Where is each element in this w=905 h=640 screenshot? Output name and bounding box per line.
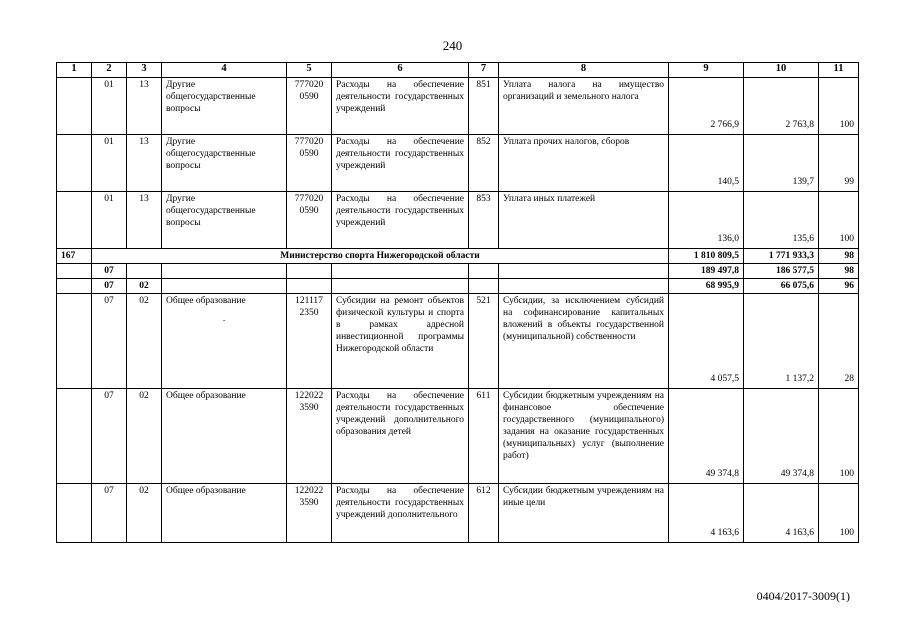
cell-expense-name: Уплата иных платежей	[499, 192, 669, 249]
cell-executed: 1 137,2	[744, 294, 819, 389]
page-number: 240	[442, 38, 463, 53]
cell-planned: 189 497,8	[669, 264, 744, 279]
cell-subsection-name	[162, 294, 287, 389]
cell-percent: 28	[819, 294, 859, 389]
table-row	[57, 135, 859, 192]
cell-expense-code: 612	[469, 484, 499, 543]
header-cell: 6	[332, 63, 469, 78]
table-row	[57, 192, 859, 249]
cell-percent: 100	[819, 484, 859, 543]
cell-planned: 49 374,8	[669, 389, 744, 484]
section-total-row	[57, 264, 859, 279]
cell-expense-name: Субсидии, за исключением субсидий на софинансирование капитальных вложений в объекты государственной (муниципальной) собственности	[499, 294, 669, 389]
cell-expense-code	[469, 279, 499, 294]
cell-executed: 135,6	[744, 192, 819, 249]
cell-row-number	[57, 135, 92, 192]
cell-subsection: 02	[127, 279, 162, 294]
cell-row-number	[57, 294, 92, 389]
cell-expense-name: Уплата прочих налогов, сборов	[499, 135, 669, 192]
table-row	[57, 389, 859, 484]
cell-expense-name: Субсидии бюджетным учреждениям на финансовое обеспечение государственного (муниципального) задания на оказание государственных (муниципальных) услуг (выполнение работ)	[499, 389, 669, 484]
cell-row-number	[57, 78, 92, 135]
header-cell: 8	[499, 63, 669, 78]
cell-subsection: 13	[127, 135, 162, 192]
header-cell: 11	[819, 63, 859, 78]
cell-subsection: 13	[127, 192, 162, 249]
ministry-total-row	[57, 249, 859, 264]
cell-expense-name: Субсидии бюджетным учреждениям на иные цели	[499, 484, 669, 543]
cell-executed: 4 163,6	[744, 484, 819, 543]
cell-row-number	[57, 389, 92, 484]
cell-expense-code: 611	[469, 389, 499, 484]
cell-target-name	[332, 279, 469, 294]
header-cell: 2	[92, 63, 127, 78]
cell-subsection: 02	[127, 294, 162, 389]
cell-planned: 68 995,9	[669, 279, 744, 294]
cell-section: 07	[92, 484, 127, 543]
header-cell: 1	[57, 63, 92, 78]
cell-target-code: 777020 0590	[287, 135, 332, 192]
cell-expense-code: 853	[469, 192, 499, 249]
cell-row-number	[57, 279, 92, 294]
cell-expense-code	[469, 264, 499, 279]
cell-target-code: 121117 2350	[287, 294, 332, 389]
cell-planned: 2 766,9	[669, 78, 744, 135]
cell-target-code: 777020 0590	[287, 78, 332, 135]
cell-percent: 100	[819, 389, 859, 484]
cell-section: 07	[92, 279, 127, 294]
cell-percent: 98	[819, 264, 859, 279]
cell-target-code: 122022 3590	[287, 484, 332, 543]
cell-planned: 140,5	[669, 135, 744, 192]
cell-section: 07	[92, 294, 127, 389]
header-cell: 9	[669, 63, 744, 78]
cell-target-code: 777020 0590	[287, 192, 332, 249]
cell-expense-code: 852	[469, 135, 499, 192]
cell-subsection	[127, 264, 162, 279]
cell-percent: 100	[819, 192, 859, 249]
cell-executed: 186 577,5	[744, 264, 819, 279]
table-row	[57, 78, 859, 135]
ministry-title: Министерство спорта Нижегородской области	[92, 249, 669, 264]
cell-subsection-name	[162, 279, 287, 294]
subsection-total-row	[57, 279, 859, 294]
cell-section: 07	[92, 264, 127, 279]
cell-subsection-name	[162, 264, 287, 279]
cell-subsection: 13	[127, 78, 162, 135]
cell-planned: 4 163,6	[669, 484, 744, 543]
cell-row-number	[57, 484, 92, 543]
header-cell: 7	[469, 63, 499, 78]
cell-row-number	[57, 264, 92, 279]
header-cell: 10	[744, 63, 819, 78]
document-code: 0404/2017-3009(1)	[756, 589, 850, 603]
cell-planned: 1 810 809,5	[669, 249, 744, 264]
header-cell: 5	[287, 63, 332, 78]
cell-executed: 66 075,6	[744, 279, 819, 294]
cell-target-code	[287, 279, 332, 294]
cell-expense-name	[499, 264, 669, 279]
stray-dot-mark: .	[222, 314, 226, 324]
cell-percent: 96	[819, 279, 859, 294]
cell-executed: 2 763,8	[744, 78, 819, 135]
cell-expense-code: 851	[469, 78, 499, 135]
cell-planned: 4 057,5	[669, 294, 744, 389]
cell-target-code: 122022 3590	[287, 389, 332, 484]
cell-subsection: 02	[127, 389, 162, 484]
cell-target-name: Расходы на обеспечение деятельности государственных учреждений дополнительного образования детей	[332, 389, 469, 484]
cell-subsection-name: Общее образование	[162, 389, 287, 484]
header-cell: 3	[127, 63, 162, 78]
cell-executed: 1 771 933,3	[744, 249, 819, 264]
cell-target-name	[332, 264, 469, 279]
cell-subsection-name: Другие общегосударственные вопросы	[162, 135, 287, 192]
cell-target-name: Расходы на обеспечение деятельности государственных учреждений	[332, 192, 469, 249]
cell-target-name: Расходы на обеспечение деятельности государственных учреждений	[332, 135, 469, 192]
cell-expense-code: 521	[469, 294, 499, 389]
cell-percent: 100	[819, 78, 859, 135]
cell-section: 01	[92, 135, 127, 192]
budget-table	[56, 62, 859, 543]
cell-subsection-name: Другие общегосударственные вопросы	[162, 78, 287, 135]
cell-section: 07	[92, 389, 127, 484]
cell-percent: 99	[819, 135, 859, 192]
table-row	[57, 294, 859, 389]
header-row	[57, 63, 859, 78]
cell-subsection-name-text: Общее образование	[166, 296, 246, 306]
cell-section: 01	[92, 192, 127, 249]
cell-target-code	[287, 264, 332, 279]
cell-subsection-name: Другие общегосударственные вопросы	[162, 192, 287, 249]
cell-row-number: 167	[57, 249, 92, 264]
cell-target-name: Субсидии на ремонт объектов физической культуры и спорта в рамках адресной инвестиционной программы Нижегородской области	[332, 294, 469, 389]
cell-expense-name	[499, 279, 669, 294]
cell-subsection-name: Общее образование	[162, 484, 287, 543]
cell-subsection: 02	[127, 484, 162, 543]
cell-percent: 98	[819, 249, 859, 264]
table-row	[57, 484, 859, 543]
cell-target-name: Расходы на обеспечение деятельности государственных учреждений дополнительного	[332, 484, 469, 543]
header-cell: 4	[162, 63, 287, 78]
cell-row-number	[57, 192, 92, 249]
cell-target-name: Расходы на обеспечение деятельности государственных учреждений	[332, 78, 469, 135]
cell-planned: 136,0	[669, 192, 744, 249]
cell-section: 01	[92, 78, 127, 135]
cell-executed: 139,7	[744, 135, 819, 192]
cell-expense-name: Уплата налога на имущество организаций и земельного налога	[499, 78, 669, 135]
cell-executed: 49 374,8	[744, 389, 819, 484]
